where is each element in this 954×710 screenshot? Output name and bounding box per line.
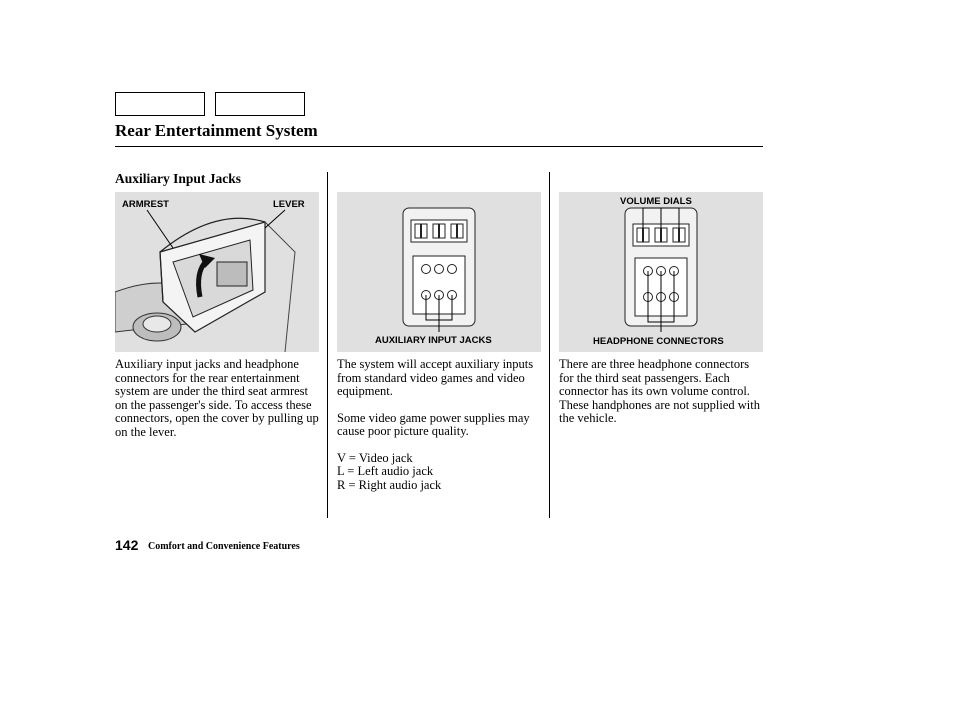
column-1-text bbox=[115, 358, 321, 452]
column-divider-1 bbox=[327, 172, 328, 518]
paragraph: The system will accept auxiliary inputs from standard video games and video equipment. bbox=[337, 357, 534, 398]
column-divider-2 bbox=[549, 172, 550, 518]
title-rule bbox=[115, 146, 763, 147]
aux-jacks-figure bbox=[337, 192, 541, 352]
armrest-illustration bbox=[115, 192, 319, 352]
headphone-connectors-label: HEADPHONE CONNECTORS bbox=[593, 336, 724, 347]
page-title: Rear Entertainment System bbox=[115, 121, 318, 140]
column-2-text bbox=[337, 358, 541, 505]
lever-label: LEVER bbox=[273, 199, 305, 210]
paragraph: Auxiliary input jacks and headphone connectors for the rear entertainment system are under the third seat armrest on the passenger's side. To access these connectors, open the cover by pulling up on the lever. bbox=[115, 357, 319, 439]
section-subheading: Auxiliary Input Jacks bbox=[115, 171, 242, 186]
volume-dials-label: VOLUME DIALS bbox=[620, 196, 692, 207]
nav-tab-box-1[interactable] bbox=[115, 92, 205, 116]
armrest-label: ARMREST bbox=[122, 199, 169, 210]
jack-legend: V = Video jack L = Left audio jack R = Right audio jack bbox=[337, 450, 442, 492]
armrest-figure bbox=[115, 192, 319, 352]
headphone-illustration bbox=[559, 192, 763, 352]
section-name: Comfort and Convenience Features bbox=[148, 541, 300, 552]
nav-tab-box-2[interactable] bbox=[215, 92, 305, 116]
paragraph: Some video game power supplies may cause poor picture quality. bbox=[337, 410, 530, 438]
headphone-figure bbox=[559, 192, 763, 352]
aux-jacks-illustration bbox=[337, 192, 541, 352]
page-number: 142 bbox=[115, 537, 139, 553]
column-3-text bbox=[559, 358, 763, 439]
paragraph: There are three headphone connectors for the third seat passengers. Each connector has its own volume control. These handphones are not supplied with the vehicle. bbox=[559, 357, 760, 425]
aux-jacks-label: AUXILIARY INPUT JACKS bbox=[375, 335, 492, 346]
